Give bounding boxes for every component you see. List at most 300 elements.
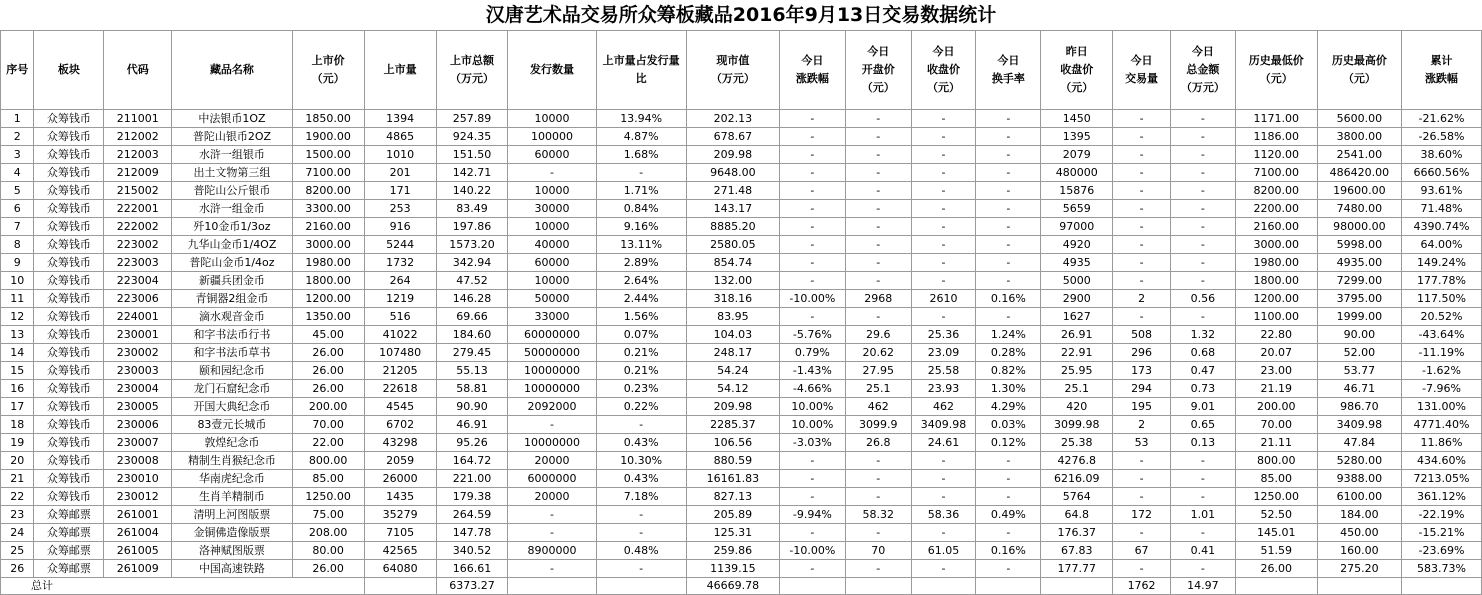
table-cell: 212002 [104, 128, 172, 146]
table-cell: - [976, 488, 1041, 506]
total-money: 14.97 [1170, 578, 1235, 595]
table-cell: 6100.00 [1317, 488, 1401, 506]
table-cell: 2 [1113, 290, 1171, 308]
table-cell: 开国大典纪念币 [172, 398, 293, 416]
header-historic-high: 历史最高价 （元） [1317, 31, 1401, 110]
table-cell: 25.1 [1041, 380, 1113, 398]
total-row [1, 578, 1482, 595]
table-cell: 2 [1113, 416, 1171, 434]
header-name: 藏品名称 [172, 31, 293, 110]
table-cell: - [1170, 110, 1235, 128]
table-cell: 4390.74% [1401, 218, 1481, 236]
table-cell: - [911, 182, 976, 200]
table-cell: 9.16% [596, 218, 686, 236]
table-cell: - [596, 164, 686, 182]
total-label: 总计 [1, 578, 365, 595]
table-cell: 22 [1, 488, 34, 506]
table-cell: - [779, 236, 845, 254]
table-cell: 184.60 [436, 326, 508, 344]
table-cell: 20.07 [1235, 344, 1317, 362]
table-cell: 1435 [364, 488, 436, 506]
table-cell: 2079 [1041, 146, 1113, 164]
table-cell: 清明上河图版票 [172, 506, 293, 524]
table-cell: 248.17 [686, 344, 779, 362]
table-cell: 230002 [104, 344, 172, 362]
table-cell: 众筹钱币 [34, 128, 104, 146]
table-cell: 5600.00 [1317, 110, 1401, 128]
table-cell: - [911, 236, 976, 254]
table-cell: 253 [364, 200, 436, 218]
table-cell: - [1113, 146, 1171, 164]
table-cell: 23.93 [911, 380, 976, 398]
table-cell: - [596, 524, 686, 542]
total-empty-cell [1317, 578, 1401, 595]
table-cell: 20000 [508, 488, 596, 506]
table-cell: 261009 [104, 560, 172, 578]
table-cell: 17 [1, 398, 34, 416]
table-cell: 46.71 [1317, 380, 1401, 398]
table-cell: 11 [1, 290, 34, 308]
table-cell: 1350.00 [292, 308, 364, 326]
table-cell: 众筹钱币 [34, 398, 104, 416]
table-row [1, 434, 1482, 452]
table-cell: 2541.00 [1317, 146, 1401, 164]
total-empty-cell [1041, 578, 1113, 595]
table-cell: 众筹钱币 [34, 434, 104, 452]
table-cell: - [1170, 524, 1235, 542]
table-cell: - [976, 272, 1041, 290]
table-cell: - [779, 254, 845, 272]
table-row [1, 326, 1482, 344]
table-cell: - [1170, 200, 1235, 218]
table-cell: 普陀山金币1/4oz [172, 254, 293, 272]
table-cell: 93.61% [1401, 182, 1481, 200]
table-cell: 318.16 [686, 290, 779, 308]
table-cell: - [779, 218, 845, 236]
table-cell: 230010 [104, 470, 172, 488]
table-cell: - [1113, 236, 1171, 254]
table-cell: 颐和园纪念币 [172, 362, 293, 380]
table-cell: 434.60% [1401, 452, 1481, 470]
table-cell: 0.21% [596, 344, 686, 362]
table-cell: - [1170, 452, 1235, 470]
table-cell: 10 [1, 272, 34, 290]
table-cell: - [845, 182, 911, 200]
table-cell: 55.13 [436, 362, 508, 380]
table-cell: - [911, 146, 976, 164]
header-code: 代码 [104, 31, 172, 110]
table-cell: 3099.9 [845, 416, 911, 434]
table-cell: 26.00 [292, 380, 364, 398]
table-cell: 176.37 [1041, 524, 1113, 542]
table-cell: - [976, 254, 1041, 272]
table-cell: -21.62% [1401, 110, 1481, 128]
table-cell: 3000.00 [292, 236, 364, 254]
table-cell: - [1113, 254, 1171, 272]
table-cell: - [911, 128, 976, 146]
table-cell: 0.73 [1170, 380, 1235, 398]
table-cell: 4920 [1041, 236, 1113, 254]
table-cell: 40000 [508, 236, 596, 254]
table-cell: 264.59 [436, 506, 508, 524]
header-market-value: 现市值 （万元） [686, 31, 779, 110]
table-cell: -7.96% [1401, 380, 1481, 398]
table-cell: 众筹钱币 [34, 236, 104, 254]
table-cell: - [911, 524, 976, 542]
header-turnover: 今日 换手率 [976, 31, 1041, 110]
table-row [1, 470, 1482, 488]
table-cell: - [1113, 452, 1171, 470]
table-cell: - [779, 524, 845, 542]
table-cell: 117.50% [1401, 290, 1481, 308]
table-cell: - [911, 488, 976, 506]
table-cell: - [911, 272, 976, 290]
table-cell: 58.32 [845, 506, 911, 524]
table-cell: 3800.00 [1317, 128, 1401, 146]
table-cell: 205.89 [686, 506, 779, 524]
table-cell: -1.43% [779, 362, 845, 380]
table-cell: 83.95 [686, 308, 779, 326]
table-cell: 1.71% [596, 182, 686, 200]
table-cell: 10.30% [596, 452, 686, 470]
table-cell: 230012 [104, 488, 172, 506]
table-cell: - [911, 452, 976, 470]
table-cell: 5280.00 [1317, 452, 1401, 470]
table-cell: 10000000 [508, 434, 596, 452]
table-cell: 1139.15 [686, 560, 779, 578]
table-cell: 8885.20 [686, 218, 779, 236]
table-cell: - [1113, 164, 1171, 182]
table-cell: 296 [1113, 344, 1171, 362]
table-cell: - [845, 110, 911, 128]
table-cell: 800.00 [292, 452, 364, 470]
table-cell: 1450 [1041, 110, 1113, 128]
table-cell: 1.30% [976, 380, 1041, 398]
table-cell: 26.00 [292, 560, 364, 578]
table-cell: 1.01 [1170, 506, 1235, 524]
table-cell: 2092000 [508, 398, 596, 416]
table-cell: 230007 [104, 434, 172, 452]
table-row [1, 272, 1482, 290]
table-cell: 173 [1113, 362, 1171, 380]
table-cell: 众筹邮票 [34, 542, 104, 560]
table-cell: 462 [911, 398, 976, 416]
table-row [1, 506, 1482, 524]
table-cell: -10.00% [779, 542, 845, 560]
table-cell: 61.05 [911, 542, 976, 560]
table-cell: 90.00 [1317, 326, 1401, 344]
table-cell: - [845, 218, 911, 236]
table-cell: 7213.05% [1401, 470, 1481, 488]
table-cell: 24 [1, 524, 34, 542]
table-cell: 60000 [508, 254, 596, 272]
table-cell: 19600.00 [1317, 182, 1401, 200]
table-cell: 195 [1113, 398, 1171, 416]
table-cell: 60000000 [508, 326, 596, 344]
table-cell: 33000 [508, 308, 596, 326]
table-cell: -26.58% [1401, 128, 1481, 146]
table-cell: - [845, 164, 911, 182]
table-cell: 294 [1113, 380, 1171, 398]
table-cell: 264 [364, 272, 436, 290]
table-cell: - [1113, 200, 1171, 218]
table-cell: - [596, 416, 686, 434]
table-cell: - [911, 254, 976, 272]
table-cell: 2.44% [596, 290, 686, 308]
page-title: 汉唐艺术品交易所众筹板藏品2016年9月13日交易数据统计 [485, 4, 997, 26]
table-cell: 516 [364, 308, 436, 326]
table-cell: 58.81 [436, 380, 508, 398]
table-cell: - [779, 146, 845, 164]
table-cell: 0.65 [1170, 416, 1235, 434]
table-cell: 8200.00 [1235, 182, 1317, 200]
table-cell: 0.82% [976, 362, 1041, 380]
table-cell: 47.84 [1317, 434, 1401, 452]
table-cell: 1171.00 [1235, 110, 1317, 128]
table-cell: 25.95 [1041, 362, 1113, 380]
table-cell: 678.67 [686, 128, 779, 146]
table-row [1, 254, 1482, 272]
table-cell: - [508, 416, 596, 434]
table-cell: 4935 [1041, 254, 1113, 272]
table-cell: 1.68% [596, 146, 686, 164]
table-cell: 209.98 [686, 146, 779, 164]
table-cell: 精制生肖猴纪念币 [172, 452, 293, 470]
table-cell: -5.76% [779, 326, 845, 344]
table-cell: 水浒一组银币 [172, 146, 293, 164]
header-list-ratio: 上市量占发行量 比 [596, 31, 686, 110]
table-cell: 1900.00 [292, 128, 364, 146]
total-volume: 1762 [1113, 578, 1171, 595]
table-cell: -9.94% [779, 506, 845, 524]
table-cell: 184.00 [1317, 506, 1401, 524]
table-cell: 486420.00 [1317, 164, 1401, 182]
table-cell: - [1113, 272, 1171, 290]
table-cell: 2900 [1041, 290, 1113, 308]
table-cell: 0.49% [976, 506, 1041, 524]
table-cell: 众筹邮票 [34, 506, 104, 524]
table-cell: 26.8 [845, 434, 911, 452]
table-cell: - [1113, 524, 1171, 542]
table-cell: 13.11% [596, 236, 686, 254]
table-cell: 5000 [1041, 272, 1113, 290]
table-cell: 104.03 [686, 326, 779, 344]
table-cell: 5244 [364, 236, 436, 254]
table-cell: 1 [1, 110, 34, 128]
table-cell: 26 [1, 560, 34, 578]
table-cell: - [911, 110, 976, 128]
table-cell: 1.56% [596, 308, 686, 326]
table-cell: 23 [1, 506, 34, 524]
table-cell: 22.80 [1235, 326, 1317, 344]
table-cell: - [976, 164, 1041, 182]
table-cell: 275.20 [1317, 560, 1401, 578]
table-cell: 95.26 [436, 434, 508, 452]
table-cell: 生肖羊精制币 [172, 488, 293, 506]
table-cell: 223004 [104, 272, 172, 290]
table-cell: 水浒一组金币 [172, 200, 293, 218]
table-cell: 179.38 [436, 488, 508, 506]
table-cell: 1800.00 [292, 272, 364, 290]
table-cell: 众筹钱币 [34, 488, 104, 506]
table-cell: 71.48% [1401, 200, 1481, 218]
total-empty-cell [508, 578, 596, 595]
table-cell: 0.13 [1170, 434, 1235, 452]
table-cell: 歼10金币1/3oz [172, 218, 293, 236]
table-cell: 64080 [364, 560, 436, 578]
table-cell: 洛神赋图版票 [172, 542, 293, 560]
table-cell: 51.59 [1235, 542, 1317, 560]
table-cell: -1.62% [1401, 362, 1481, 380]
table-cell: 26.00 [1235, 560, 1317, 578]
table-cell: 3409.98 [1317, 416, 1401, 434]
table-cell: 80.00 [292, 542, 364, 560]
table-cell: 9648.00 [686, 164, 779, 182]
total-empty-cell [364, 578, 436, 595]
table-cell: - [911, 200, 976, 218]
table-cell: 46.91 [436, 416, 508, 434]
table-cell: 0.22% [596, 398, 686, 416]
table-cell: 160.00 [1317, 542, 1401, 560]
table-cell: -4.66% [779, 380, 845, 398]
table-cell: - [911, 308, 976, 326]
table-cell: 2580.05 [686, 236, 779, 254]
table-cell: 敦煌纪念币 [172, 434, 293, 452]
table-cell: 54.12 [686, 380, 779, 398]
table-row [1, 290, 1482, 308]
table-cell: 279.45 [436, 344, 508, 362]
table-cell: 29.6 [845, 326, 911, 344]
table-cell: 202.13 [686, 110, 779, 128]
table-cell: 6000000 [508, 470, 596, 488]
header-list-qty: 上市量 [364, 31, 436, 110]
table-cell: - [1170, 488, 1235, 506]
table-cell: 4.87% [596, 128, 686, 146]
table-cell: 98000.00 [1317, 218, 1401, 236]
table-cell: 0.16% [976, 290, 1041, 308]
table-row [1, 488, 1482, 506]
table-cell: 35279 [364, 506, 436, 524]
table-cell: 450.00 [1317, 524, 1401, 542]
table-cell: 中法银币1OZ [172, 110, 293, 128]
table-cell: - [976, 200, 1041, 218]
table-cell: 177.78% [1401, 272, 1481, 290]
table-cell: 5764 [1041, 488, 1113, 506]
table-row [1, 416, 1482, 434]
table-cell: 2200.00 [1235, 200, 1317, 218]
table-cell: 230003 [104, 362, 172, 380]
table-cell: 众筹钱币 [34, 308, 104, 326]
table-cell: 11.86% [1401, 434, 1481, 452]
table-cell: 107480 [364, 344, 436, 362]
header-board: 板块 [34, 31, 104, 110]
table-cell: - [779, 200, 845, 218]
table-cell: 2.64% [596, 272, 686, 290]
table-row [1, 236, 1482, 254]
header-row [1, 31, 1482, 110]
table-cell: 众筹钱币 [34, 254, 104, 272]
table-cell: 6216.09 [1041, 470, 1113, 488]
table-cell: 20000 [508, 452, 596, 470]
table-cell: 21 [1, 470, 34, 488]
table-cell: 2160.00 [292, 218, 364, 236]
table-cell: - [976, 218, 1041, 236]
table-cell: 916 [364, 218, 436, 236]
table-cell: 1573.20 [436, 236, 508, 254]
table-cell: 7 [1, 218, 34, 236]
table-cell: 38.60% [1401, 146, 1481, 164]
table-cell: 3795.00 [1317, 290, 1401, 308]
table-cell: - [845, 308, 911, 326]
table-cell: 223002 [104, 236, 172, 254]
table-cell: 25.58 [911, 362, 976, 380]
table-cell: 41022 [364, 326, 436, 344]
table-row [1, 524, 1482, 542]
total-empty-cell [1401, 578, 1481, 595]
table-cell: 众筹钱币 [34, 164, 104, 182]
table-cell: 261004 [104, 524, 172, 542]
table-cell: 14 [1, 344, 34, 362]
table-cell: 4771.40% [1401, 416, 1481, 434]
table-cell: - [779, 560, 845, 578]
table-cell: - [1170, 254, 1235, 272]
table-cell: - [596, 506, 686, 524]
table-cell: - [1170, 272, 1235, 290]
table-cell: -11.19% [1401, 344, 1481, 362]
table-cell: 140.22 [436, 182, 508, 200]
table-cell: 2 [1, 128, 34, 146]
table-cell: 4276.8 [1041, 452, 1113, 470]
table-cell: 出土文物第三组 [172, 164, 293, 182]
table-cell: 223006 [104, 290, 172, 308]
table-cell: 7299.00 [1317, 272, 1401, 290]
table-cell: 53.77 [1317, 362, 1401, 380]
table-cell: - [779, 308, 845, 326]
table-cell: - [1113, 128, 1171, 146]
table-cell: 青铜器2组金币 [172, 290, 293, 308]
table-cell: 20 [1, 452, 34, 470]
table-cell: 众筹钱币 [34, 380, 104, 398]
table-cell: 2059 [364, 452, 436, 470]
table-cell: 1732 [364, 254, 436, 272]
table-cell: - [845, 128, 911, 146]
table-cell: 259.86 [686, 542, 779, 560]
table-cell: - [1170, 182, 1235, 200]
table-cell: - [779, 452, 845, 470]
table-cell: 26.00 [292, 344, 364, 362]
table-cell: 70 [845, 542, 911, 560]
table-cell: - [508, 560, 596, 578]
table-cell: 1.32 [1170, 326, 1235, 344]
table-cell: 3300.00 [292, 200, 364, 218]
table-cell: 3000.00 [1235, 236, 1317, 254]
table-cell: 146.28 [436, 290, 508, 308]
table-cell: 230004 [104, 380, 172, 398]
table-cell: - [911, 218, 976, 236]
table-cell: 85.00 [292, 470, 364, 488]
table-cell: - [845, 200, 911, 218]
table-cell: - [976, 128, 1041, 146]
table-cell: - [779, 488, 845, 506]
table-cell: - [976, 110, 1041, 128]
table-cell: 8900000 [508, 542, 596, 560]
table-cell: 64.00% [1401, 236, 1481, 254]
table-cell: 23.00 [1235, 362, 1317, 380]
table-cell: 众筹钱币 [34, 200, 104, 218]
table-cell: 22.00 [292, 434, 364, 452]
header-today-close: 今日 收盘价 （元） [911, 31, 976, 110]
table-cell: 2160.00 [1235, 218, 1317, 236]
